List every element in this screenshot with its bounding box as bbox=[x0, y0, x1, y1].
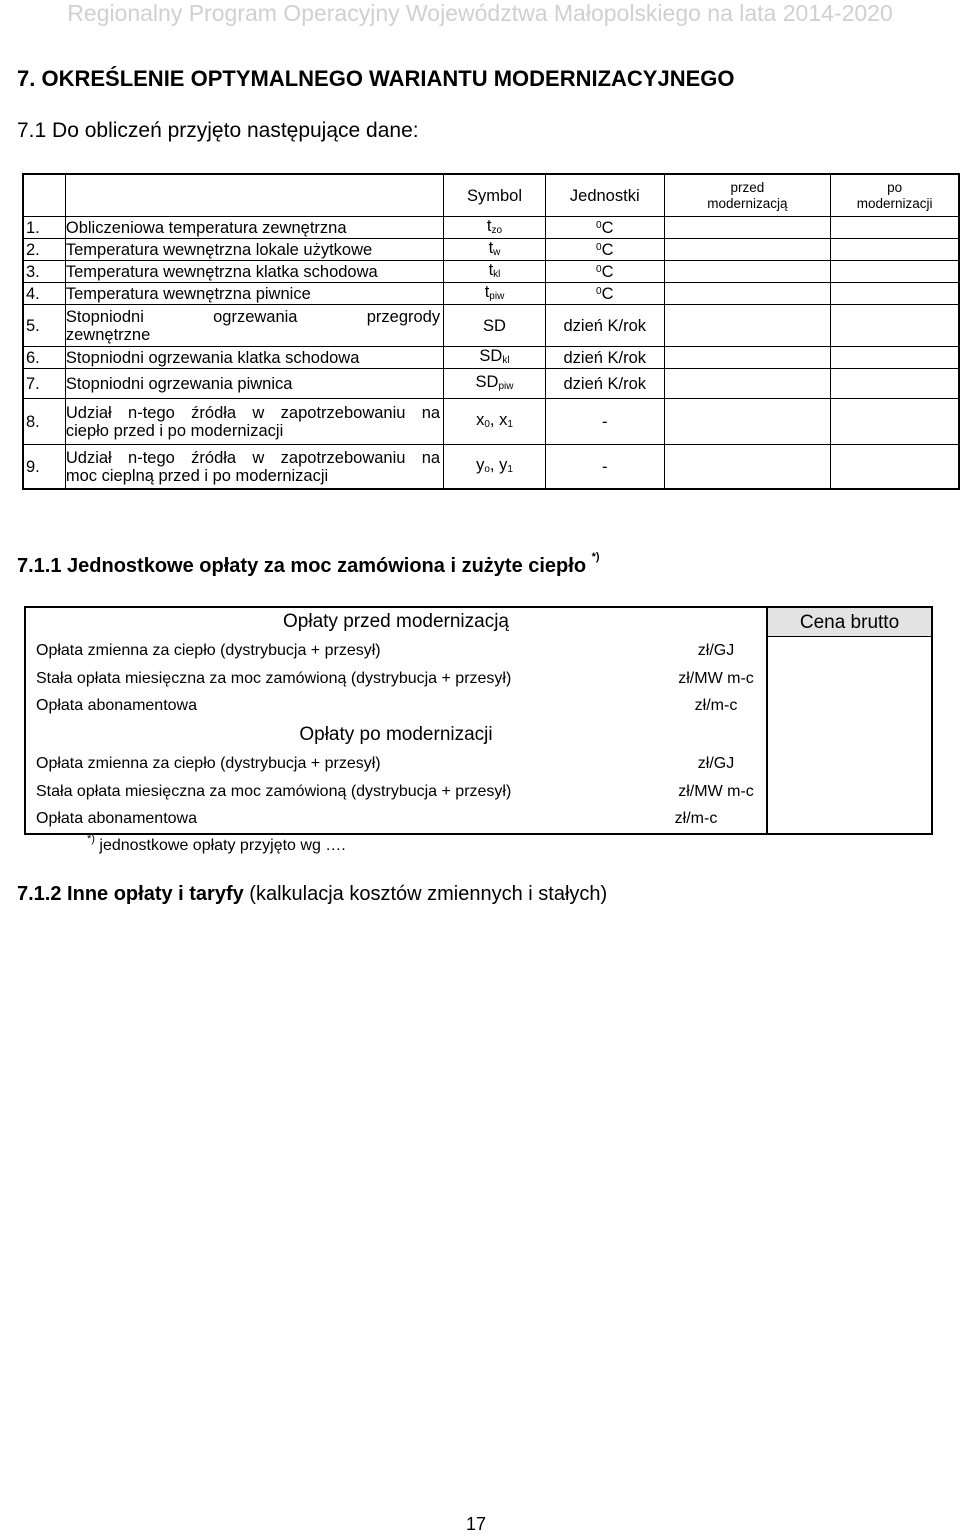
fee-unit: zł/MW m-c bbox=[678, 783, 754, 800]
section-heading-7-1: 7.1 Do obliczeń przyjęto następujące dane: bbox=[17, 119, 419, 142]
section-heading-7-1-2: 7.1.2 Inne opłaty i taryfy (kalkulacja kosztów zmiennych i stałych) bbox=[17, 883, 608, 905]
section-heading-7: 7. OKREŚLENIE OPTYMALNEGO WARIANTU MODERNIZACYJNEGO bbox=[17, 66, 735, 91]
footnote: *) jednostkowe opłaty przyjęto wg …. bbox=[87, 833, 346, 854]
table-row: 6. Stopniodni ogrzewania klatka schodowa $SD_{kl}$ dzień K/rok bbox=[24, 347, 959, 369]
fee-row: Opłata zmienna za ciepło (dystrybucja + przesył) bbox=[36, 642, 381, 659]
table-row: 9. Udział n-tego źródła w zapotrzebowaniu na moc cieplną przed i po modernizacji $y_o$, $y_1$ - bbox=[24, 445, 959, 489]
document-header: Regionalny Program Operacyjny Województwa Małopolskiego na lata 2014-2020 bbox=[67, 0, 893, 26]
input-data-table bbox=[22, 173, 960, 490]
fee-row: Stała opłata miesięczna za moc zamówioną (dystrybucja + przesył) bbox=[36, 670, 512, 687]
table-row: 7. Stopniodni ogrzewania piwnica $SD_{piw}$ dzień K/rok bbox=[24, 369, 959, 399]
fee-row: Opłata abonamentowa bbox=[36, 697, 197, 714]
col-after-modernization: po modernizacji bbox=[831, 175, 959, 217]
col-symbol: Symbol bbox=[444, 175, 546, 217]
fee-row: Stała opłata miesięczna za moc zamówioną (dystrybucja + przesył) bbox=[36, 783, 512, 800]
table-row: 5. Stopniodni ogrzewania przegrody zewnętrzne SD dzień K/rok bbox=[24, 305, 959, 347]
page-number: 17 bbox=[466, 1514, 487, 1534]
col-price-gross: Cena brutto bbox=[768, 608, 931, 637]
fee-unit: zł/m-c bbox=[694, 697, 738, 714]
section-heading-7-1-1: 7.1.1 Jednostkowe opłaty za moc zamówiona i zużyte ciepło *) bbox=[17, 551, 600, 577]
fee-unit: zł/GJ bbox=[697, 755, 735, 772]
fees-after-title: Opłaty po modernizacji bbox=[299, 724, 493, 745]
table-row: 8. Udział n-tego źródła w zapotrzebowaniu na ciepło przed i po modernizacji $x_0$, $x_1$ - bbox=[24, 399, 959, 445]
fee-row: Opłata abonamentowa bbox=[36, 810, 197, 827]
fees-before-title: Opłaty przed modernizacją bbox=[283, 611, 509, 632]
col-before-modernization: przed modernizacją bbox=[664, 175, 831, 217]
table-row: 3. Temperatura wewnętrzna klatka schodowa $t_{kl}$ $^0$C bbox=[24, 261, 959, 283]
table-row: 1. Obliczeniowa temperatura zewnętrzna $t_{zo}$ $^0$C bbox=[24, 217, 959, 239]
fee-unit: zł/m-c bbox=[674, 810, 718, 827]
column-divider bbox=[766, 608, 768, 833]
table-row: 4. Temperatura wewnętrzna piwnice $t_{piw}$ $^0$C bbox=[24, 283, 959, 305]
fee-row: Opłata zmienna za ciepło (dystrybucja + przesył) bbox=[36, 755, 381, 772]
fees-table bbox=[24, 606, 933, 835]
table-row: 2. Temperatura wewnętrzna lokale użytkowe $t_w$ $^0$C bbox=[24, 239, 959, 261]
fee-unit: zł/MW m-c bbox=[678, 670, 754, 687]
fee-unit: zł/GJ bbox=[697, 642, 735, 659]
col-unit: Jednostki bbox=[545, 175, 664, 217]
table-header-row bbox=[24, 175, 959, 217]
